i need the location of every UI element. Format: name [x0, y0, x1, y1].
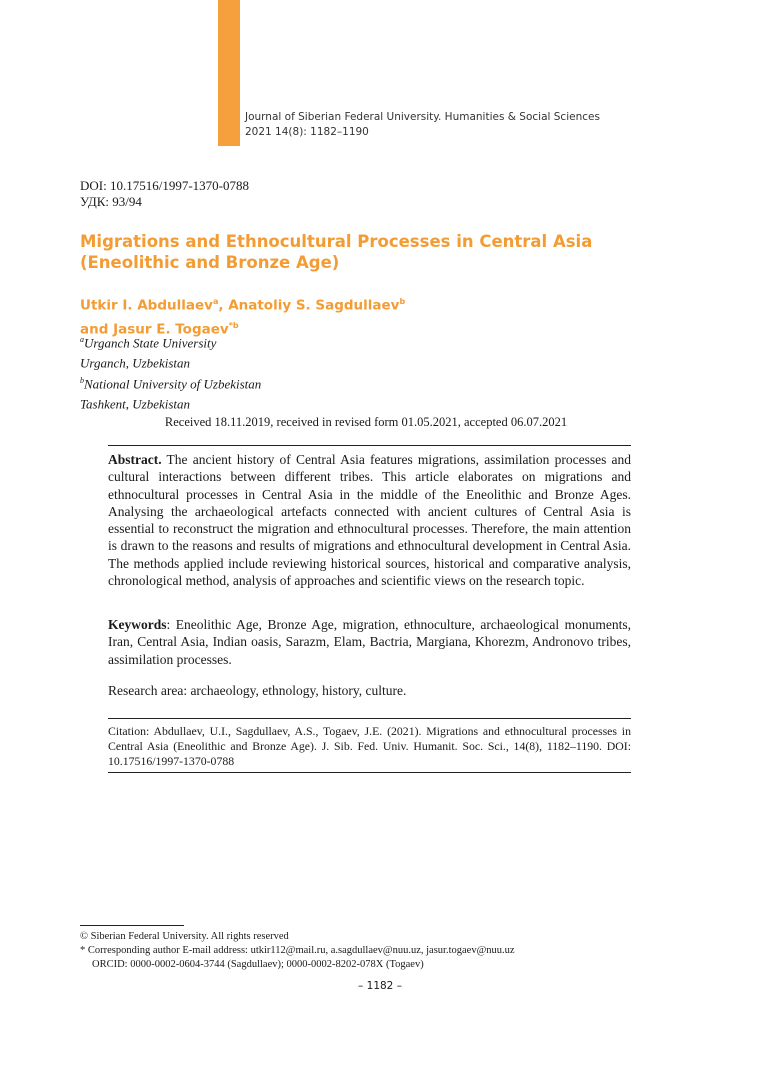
- citation-top-rule: [108, 718, 631, 719]
- abstract: [108, 451, 631, 589]
- article-title: [80, 231, 640, 273]
- author-3-sup: *b: [228, 320, 239, 330]
- research-area: Research area: archaeology, ethnology, history, culture.: [108, 683, 407, 698]
- affiliation-line: $^b$National University of Uzbekistan: [80, 375, 262, 391]
- footnote-rule: [80, 925, 184, 926]
- affiliation-line: $^a$Urganch State University: [80, 335, 217, 351]
- orcid-note: ORCID: 0000-0002-0604-3744 (Sagdullaev); 0000-0002-8202-078X (Togaev): [92, 959, 424, 970]
- authors: Utkir I. Abdullaev$^a$, Anatoliy S. Sagdullaev$^b$ and Jasur E. Togaev$^{*b}$: [80, 297, 406, 337]
- affiliation-line: Tashkent, Uzbekistan: [80, 396, 191, 412]
- footnotes: [80, 930, 640, 972]
- keywords-label: Keywords: [108, 617, 167, 632]
- keywords: [108, 616, 631, 668]
- abstract-label: Abstract.: [108, 452, 162, 467]
- author-2-sup: b: [399, 297, 406, 306]
- affiliations: [80, 331, 261, 412]
- doi[interactable]: DOI: 10.17516/1997-1370-0788: [80, 178, 249, 193]
- citation-bottom-rule: [108, 772, 631, 773]
- citation: Citation: Abdullaev, U.I., Sagdullaev, A.S., Togaev, J.E. (2021). Migrations and ethnocultural processes in Central Asia (Eneolithic and Bronze Age). J. Sib. Fed. Univ. Humanit. Soc. Sci., 14(8), 1182–1190. DOI: 10.17516/1997-1370-0788: [108, 724, 631, 768]
- journal-header: [245, 110, 600, 140]
- article-meta: [80, 178, 249, 210]
- journal-issue: 2021 14(8): 1182–1190: [245, 126, 369, 138]
- journal-accent-bar: [218, 0, 240, 146]
- author-1: Utkir I. Abdullaev: [80, 297, 213, 314]
- keywords-text: : Eneolithic Age, Bronze Age, migration, ethnoculture, archaeological monuments, Iran, Central Asia, Indian oasis, Sarazm, Elam, Bactria, Margiana, Khorezm, Andronovo tribes, assimilation processes.: [108, 617, 631, 667]
- copyright-note: © Siberian Federal University. All rights reserved: [80, 931, 289, 942]
- udk: УДК: 93/94: [80, 194, 142, 209]
- abstract-top-rule: [108, 445, 631, 446]
- received-dates: Received 18.11.2019, received in revised form 01.05.2021, accepted 06.07.2021: [164, 415, 568, 429]
- affiliation-line: Urganch, Uzbekistan: [80, 355, 191, 371]
- author-1-sup: a: [212, 297, 219, 306]
- page-number: – 1182 –: [358, 980, 402, 992]
- abstract-text: The ancient history of Central Asia features migrations, assimilation processes and cultural interactions between different tribes. This article elaborates on migrations and ethnocultural processes in Central Asia in the middle of the Eneolithic and Bronze Ages. Analysing the archaeological artefacts connected with ancient cultures of Central Asia is essential to reconstruct the migration and ethnocultural processes. Therefore, the main attention is drawn to the reasons and results of migrations and ethnocultural development in Central Asia. The methods applied include reviewing historical sources, historical and comparative analysis, chronological method, analysis of approaches and scientific views on the research topic.: [108, 452, 631, 589]
- title-line-2: (Eneolithic and Bronze Age): [80, 253, 340, 272]
- corresponding-note: * Corresponding author E-mail address: utkir112@mail.ru, a.sagdullaev@nuu.uz, jasur.togaev@nuu.uz: [80, 945, 515, 956]
- journal-name: Journal of Siberian Federal University. Humanities & Social Sciences: [245, 111, 600, 123]
- title-line-1: Migrations and Ethnocultural Processes in Central Asia: [80, 232, 593, 251]
- author-2: Anatoliy S. Sagdullaev: [228, 297, 400, 314]
- author-3: and Jasur E. Togaev: [80, 321, 229, 337]
